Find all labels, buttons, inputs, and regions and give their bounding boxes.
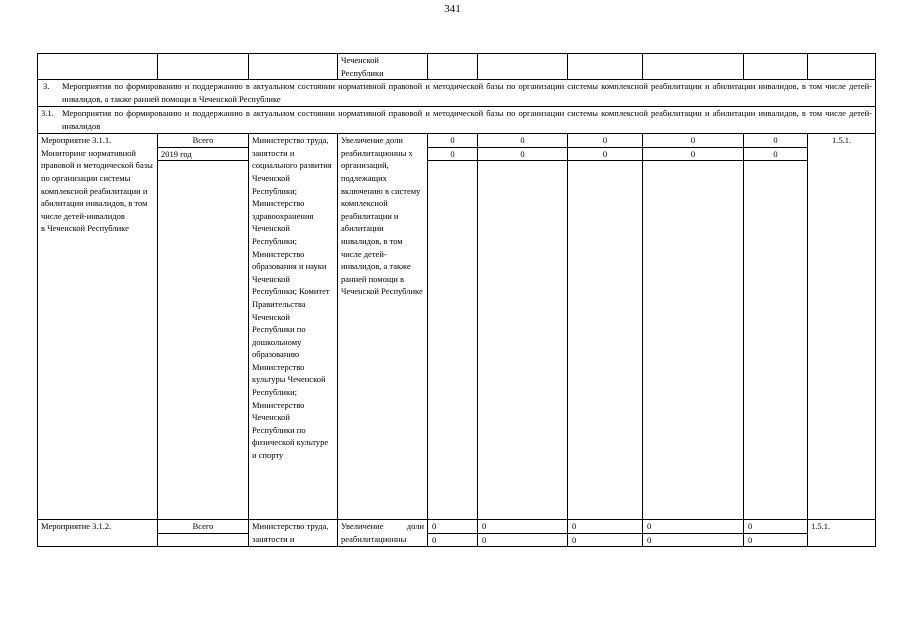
activity-3-1-2-col6 [478,520,568,547]
subsection-3-1-cell [38,107,876,134]
period-divider [158,533,248,534]
value-second: 0 [428,533,477,547]
activity-3-1-1-col9 [744,134,808,520]
activity-3-1-2-indicator [338,520,428,547]
subsection-3-1-number: 3.1. [41,108,54,119]
activity-3-1-1-periods [158,134,249,520]
continuation-row [38,54,876,80]
indicator-line-1: Увеличение доли [341,521,424,532]
continuation-cell-10 [808,54,876,80]
subsection-3-1-text: Мероприятия по формированию и поддержанию в актуальном состоянии нормативной правовой и методической базы по организации системы комплексной реабилитации и абилитации инвалидов, в том числе детей-инвалидов [62,108,872,131]
value-divider [643,160,743,161]
value-second: 0 [478,533,567,547]
activity-3-1-1-executors: Министерство труда, занятости и социального развития Чеченской Республики; Министерство здравоохранения Чеченской Республики; Министерство образования и науки Чеченской Республики; Комитет Правительства Чеченской Республики по дошкольному образованию Министерство культуры Чеченской Республики; Министерство Чеченской Республики по физической культуре и спорту [249,134,338,520]
value-2019: 0 [478,147,567,161]
activity-3-1-1-title: Мероприятие 3.1.1. Мониторинг нормативной правовой и методической базы по организации системы комплексной реабилитации и абилитации инвалидов, в том числе детей-инвалидов в Чеченской Республике [38,134,158,520]
value-total: 0 [647,521,652,532]
value-total: 0 [450,135,455,146]
section-3-heading [41,80,872,105]
value-second: 0 [568,533,642,547]
section-3-text: Мероприятия по формированию и поддержанию в актуальном состоянии нормативной правовой и методической базы по организации системы комплексной реабилитации и абилитации инвалидов, в том числе детей-инвалидов, а также ранней помощи в Чеченской Республике [62,81,872,104]
value-total: 0 [602,135,608,146]
continuation-org-cell: Чеченской Республики [338,54,428,80]
continuation-cell-7 [568,54,643,80]
period-total: Всего [192,135,214,146]
activity-3-1-1-col5 [428,134,478,520]
continuation-cell-3 [249,54,338,80]
value-2019: 0 [744,147,807,161]
value-divider [428,160,477,161]
program-activities-table [37,53,876,547]
continuation-cell-2 [158,54,249,80]
activity-3-1-2-col8 [643,520,744,547]
activity-3-1-2-title: Мероприятие 3.1.2. [38,520,158,547]
activity-3-1-1-col7 [568,134,643,520]
activity-3-1-2-ref: 1.5.1. [808,520,876,547]
page-number: 341 [444,3,461,15]
activity-3-1-1-indicator: Увеличение доли реабилитационны х организаций, подлежащих включению в систему комплексной реабилитации и абилитации инвалидов, в том числе детей-инвалидов, а также ранней помощи в Чеченской Республике [338,134,428,520]
activity-3-1-1-col6 [478,134,568,520]
continuation-cell-9 [744,54,808,80]
value-total: 0 [690,135,696,146]
value-total: 0 [773,135,778,146]
continuation-cell-8 [643,54,744,80]
activity-3-1-1-col8 [643,134,744,520]
value-total: 0 [520,135,525,146]
activity-3-1-1-row [38,134,876,520]
subsection-3-1-row [38,107,876,134]
period-2019: 2019 год [158,147,248,161]
value-divider [568,160,642,161]
value-total: 0 [482,521,487,532]
period-blank [158,160,248,173]
activity-3-1-2-col5 [428,520,478,547]
activity-3-1-2-executors: Министерство труда, занятости и [249,520,338,547]
subsection-3-1-heading [41,107,872,132]
continuation-cell-5 [428,54,478,80]
value-second: 0 [643,533,743,547]
value-divider [744,160,807,161]
section-3-row [38,80,876,107]
value-2019: 0 [428,147,477,161]
value-2019: 0 [643,147,743,161]
activity-3-1-2-col9 [744,520,808,547]
section-3-number: 3. [43,81,50,92]
activity-3-1-1-ref: 1.5.1. [808,134,876,520]
continuation-cell-6 [478,54,568,80]
period-total: Всего [192,521,214,532]
activity-3-1-2-periods [158,520,249,547]
value-total: 0 [572,521,577,532]
value-total: 0 [432,521,437,532]
value-second: 0 [744,533,807,547]
activity-3-1-2-col7 [568,520,643,547]
value-2019: 0 [568,147,642,161]
indicator-line-2: реабилитационны [341,533,407,544]
continuation-cell-1 [38,54,158,80]
activity-3-1-2-row [38,520,876,547]
value-divider [478,160,567,161]
section-3-cell [38,80,876,107]
value-total: 0 [748,521,753,532]
